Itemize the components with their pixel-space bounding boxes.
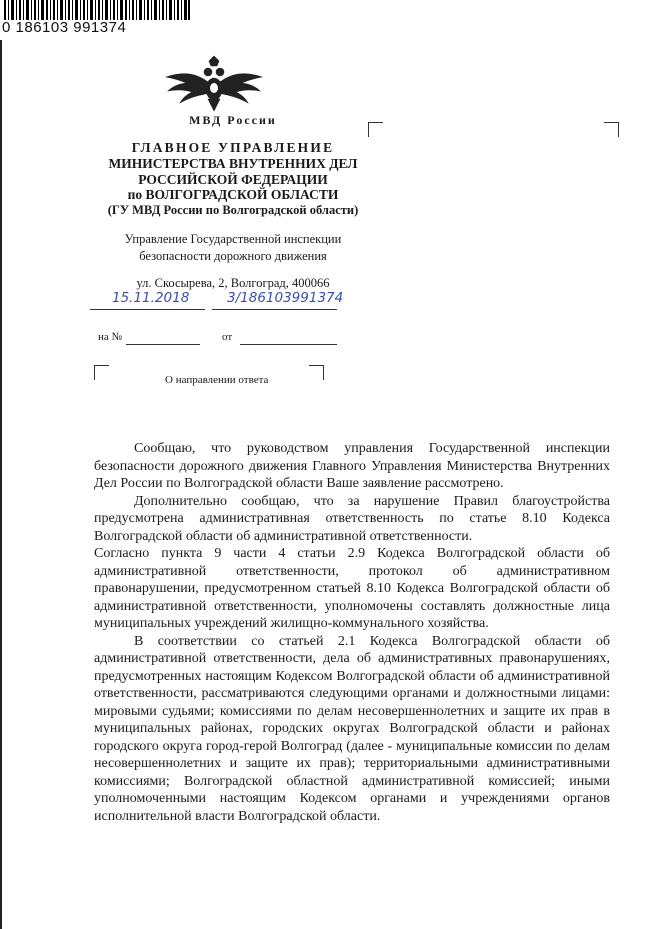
letter-body <box>94 440 610 825</box>
double-headed-eagle-emblem-icon <box>162 55 266 113</box>
reference-date-label: от <box>222 331 233 343</box>
body-paragraph: В соответствии со статьей 2.1 Кодекса Волгоградской области об административной ответственности, дела об административных правонарушениях, предусмотренных настоящим Кодексом Волгоградской области об административной ответственности, рассматриваются следующими органами и должностными лицами: мировыми судьями; комиссиями по делам несовершеннолетних и защите их прав в муниципальных районах, городских округах Волгоградской области и районах городского округа город-герой Волгоград (далее - муниципальные комиссии по делам несовершеннолетних и защите их прав); территориальными административными комиссиями; Волгоградской областной административной комиссией; иными уполномоченными настоящим Кодексом органами и учреждениями органов исполнительной власти Волгоградской области. <box>94 633 610 824</box>
department-name-line: Управление Государственной инспекции <box>124 232 342 246</box>
outgoing-number: 3/186103991374 <box>227 290 344 306</box>
reference-number-label: на № <box>98 331 123 343</box>
barcode-image <box>4 0 190 20</box>
page-edge-line <box>0 40 2 929</box>
subject-corner-top-left <box>94 365 109 380</box>
agency-address: ул. Скосырева, 2, Волгоград, 400066 <box>136 276 330 290</box>
body-paragraph: Дополнительно сообщаю, что за нарушение Правил благоустройства предусмотрена административная ответственность по статье 8.10 Кодекса Волгоградской области об административной ответственности. <box>94 493 610 544</box>
outgoing-date: 15.11.2018 <box>112 290 190 306</box>
subject-corner-top-right <box>309 365 324 380</box>
org-name-line: РОССИЙСКОЙ ФЕДЕРАЦИИ <box>138 172 328 187</box>
body-paragraph: Согласно пункта 9 части 4 статьи 2.9 Кодекса Волгоградской области об административной ответственности, протокол об административном правонарушении, предусмотренном статьей 8.10 Кодекса Волгоградской области об административной ответственности, уполномочены составлять должностные лица муниципальных учреждений жилищно-коммунального хозяйства. <box>94 546 610 631</box>
letter-subject: О направлении ответа <box>165 374 269 386</box>
department-name-line: безопасности дорожного движения <box>139 249 327 263</box>
barcode-number: 0 186103 991374 <box>2 19 127 36</box>
reference-date-underline <box>240 344 337 345</box>
recipient-corner-top-left <box>368 122 383 137</box>
recipient-corner-top-right <box>604 122 619 137</box>
org-name-line: по ВОЛГОГРАДСКОЙ ОБЛАСТИ <box>127 187 339 202</box>
org-name-line: (ГУ МВД России по Волгоградской области) <box>107 203 359 217</box>
body-paragraph: Сообщаю, что руководством управления Государственной инспекции безопасности дорожного движения Главного Управления Министерства Внутренних Дел России по Волгоградской области Ваше заявление рассмотрено. <box>94 441 610 491</box>
reference-number-underline <box>126 344 200 345</box>
date-underline <box>90 309 205 310</box>
number-underline <box>212 309 337 310</box>
agency-short-name: МВД России <box>189 113 277 127</box>
org-name-line: МИНИСТЕРСТВА ВНУТРЕННИХ ДЕЛ <box>108 156 358 171</box>
org-name-line: ГЛАВНОЕ УПРАВЛЕНИЕ <box>131 140 335 155</box>
